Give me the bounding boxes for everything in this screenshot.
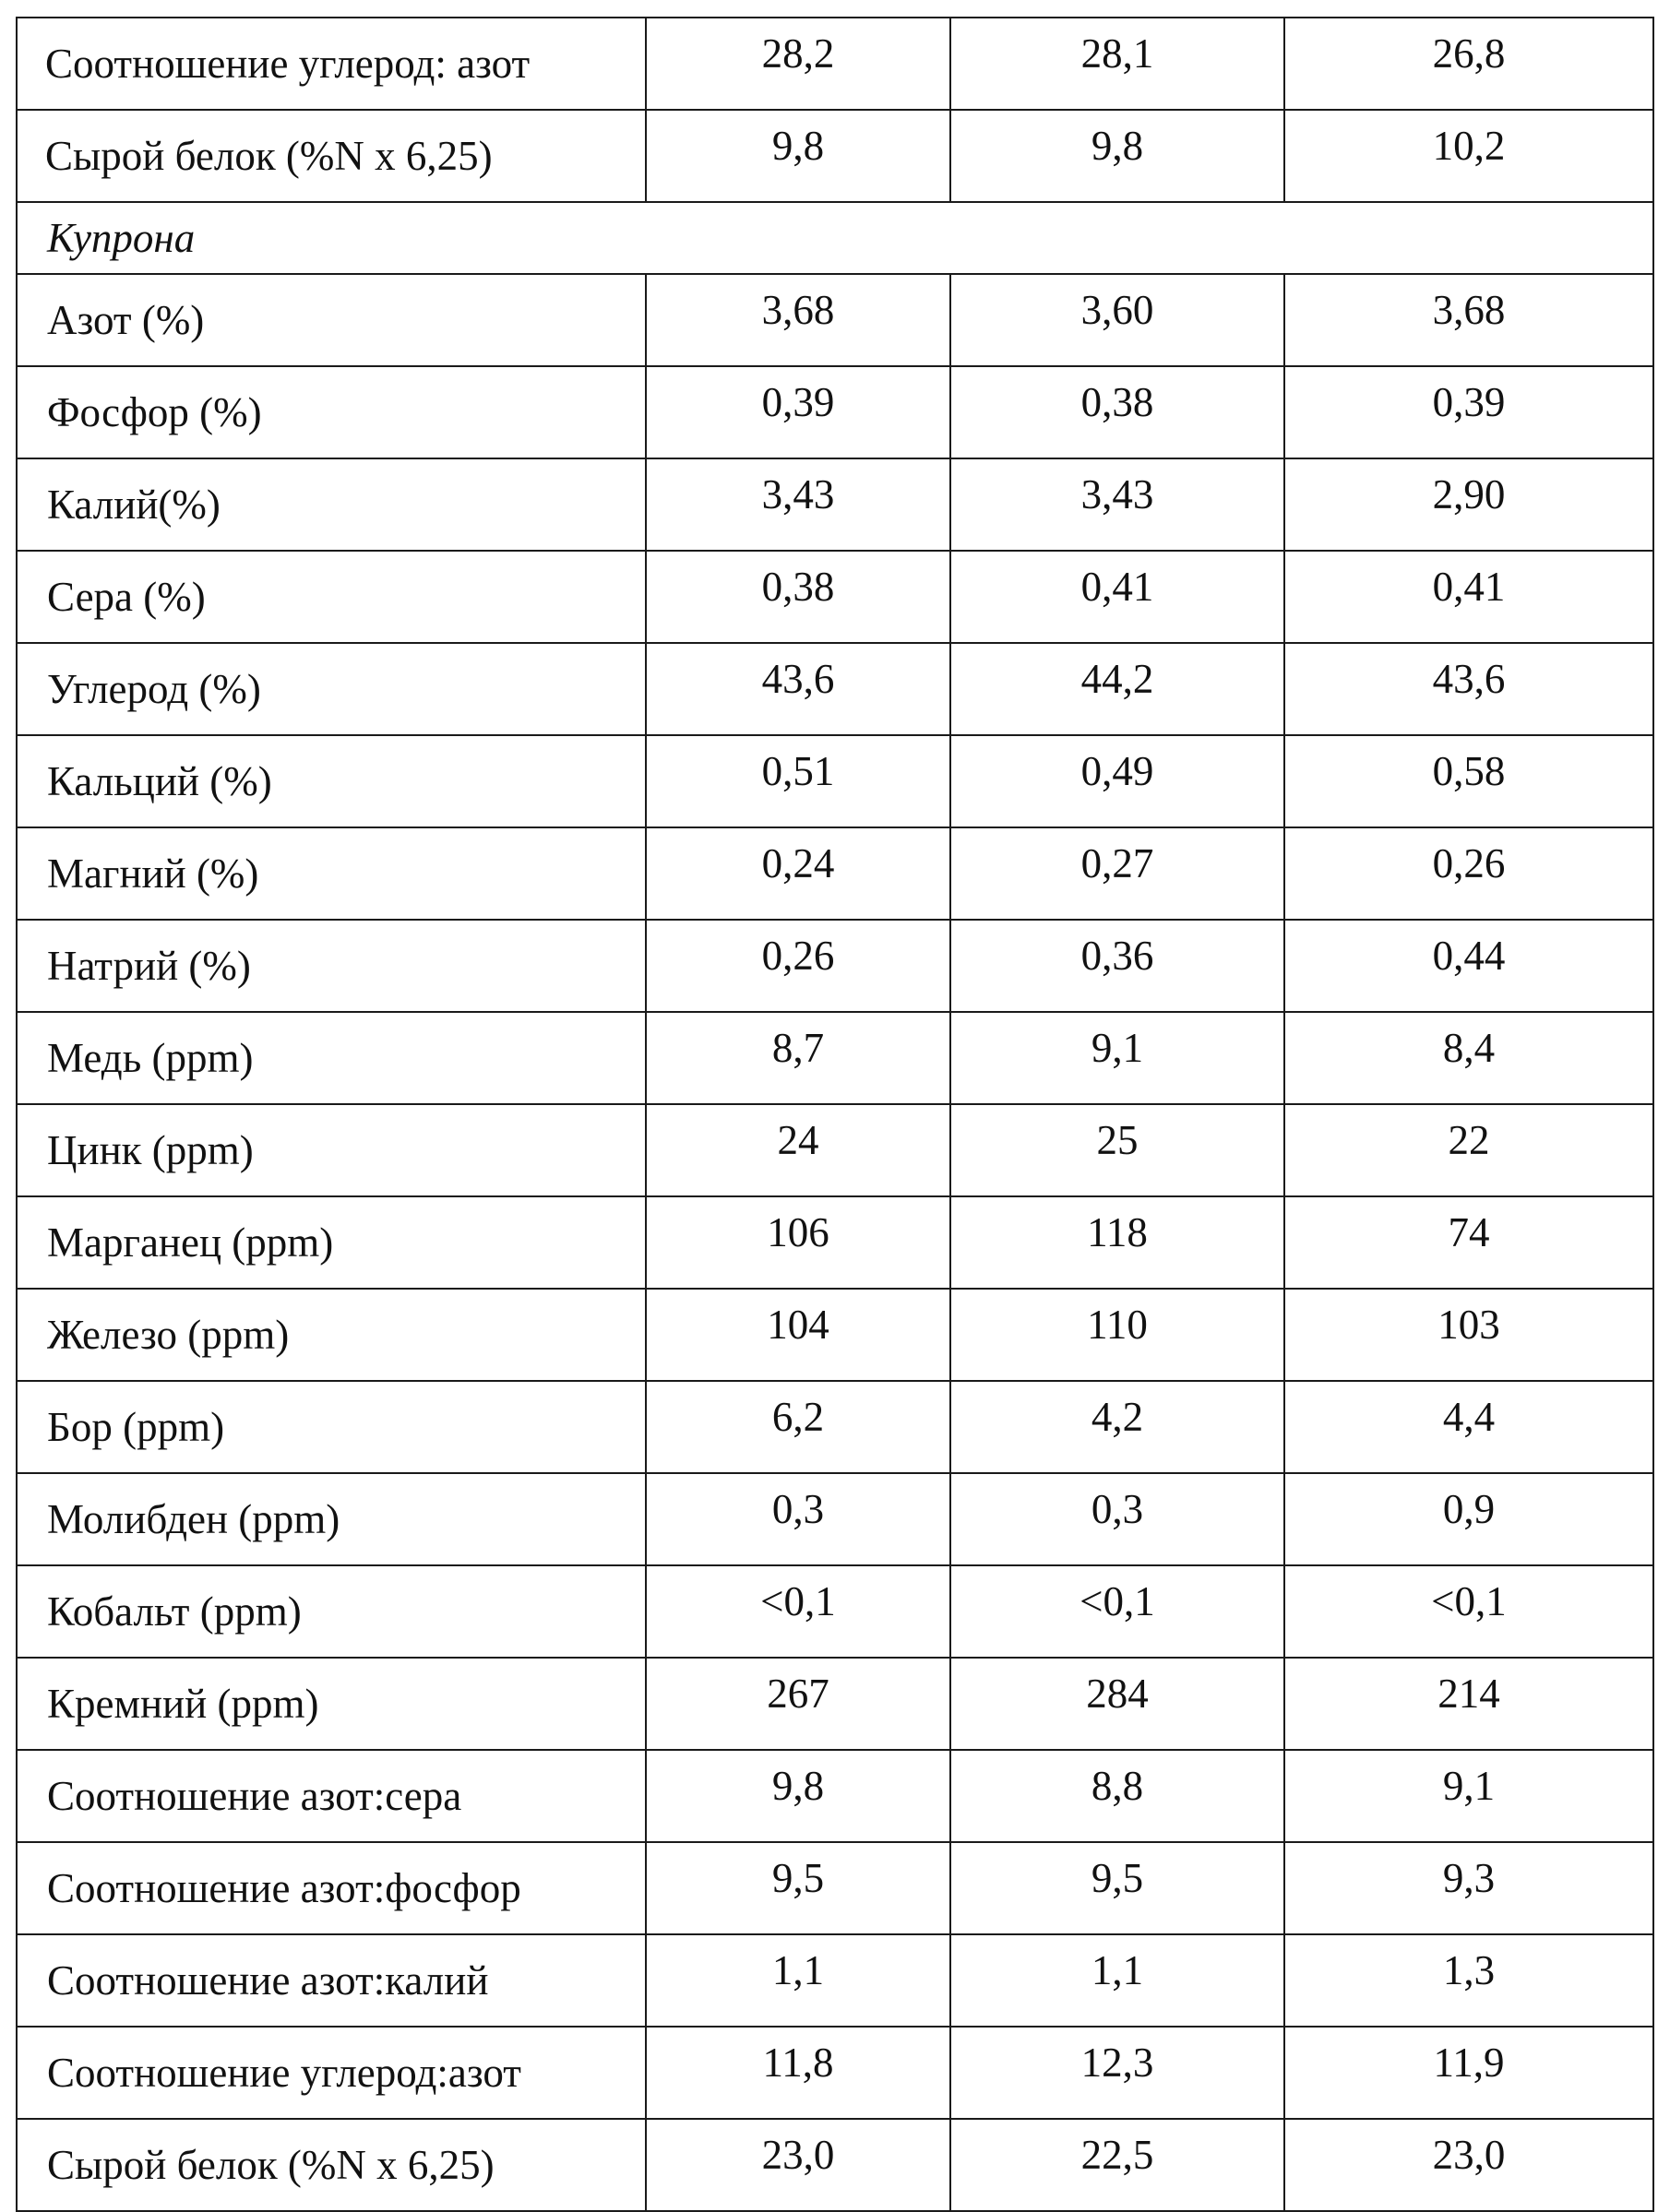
value-cell-3: 1,3 xyxy=(1284,1934,1653,2027)
value-cell-3: 103 xyxy=(1284,1289,1653,1381)
value-cell-1: 106 xyxy=(646,1196,950,1289)
value-cell-2: 3,43 xyxy=(950,458,1284,551)
table-row xyxy=(17,643,1653,735)
value-cell-3: 0,44 xyxy=(1284,920,1653,1012)
row-label: Соотношение углерод:азот xyxy=(17,2027,646,2119)
value-cell-1: 8,7 xyxy=(646,1012,950,1104)
table-row xyxy=(17,1012,1653,1104)
row-label: Бор (ppm) xyxy=(17,1381,646,1473)
value-cell-3: 0,26 xyxy=(1284,827,1653,920)
row-label: Сырой белок (%N x 6,25) xyxy=(17,110,646,202)
value-cell-3: 74 xyxy=(1284,1196,1653,1289)
row-label: Магний (%) xyxy=(17,827,646,920)
row-label: Калий(%) xyxy=(17,458,646,551)
value-cell-3: 4,4 xyxy=(1284,1381,1653,1473)
row-label: Сырой белок (%N x 6,25) xyxy=(17,2119,646,2211)
table-row xyxy=(17,920,1653,1012)
value-cell-2: 1,1 xyxy=(950,1934,1284,2027)
table-row xyxy=(17,1381,1653,1473)
value-cell-2: 0,3 xyxy=(950,1473,1284,1565)
row-label: Сера (%) xyxy=(17,551,646,643)
value-cell-1: 28,2 xyxy=(646,18,950,110)
table-row xyxy=(17,735,1653,827)
value-cell-1: 23,0 xyxy=(646,2119,950,2211)
table-row xyxy=(17,1934,1653,2027)
value-cell-3: 11,9 xyxy=(1284,2027,1653,2119)
row-label: Медь (ppm) xyxy=(17,1012,646,1104)
row-label: Соотношение азот:калий xyxy=(17,1934,646,2027)
table-row xyxy=(17,551,1653,643)
table-row xyxy=(17,1565,1653,1658)
value-cell-2: 44,2 xyxy=(950,643,1284,735)
value-cell-1: 0,26 xyxy=(646,920,950,1012)
value-cell-1: <0,1 xyxy=(646,1565,950,1658)
value-cell-1: 0,24 xyxy=(646,827,950,920)
value-cell-2: 4,2 xyxy=(950,1381,1284,1473)
value-cell-3: 23,0 xyxy=(1284,2119,1653,2211)
value-cell-3: 0,39 xyxy=(1284,366,1653,458)
value-cell-1: 9,8 xyxy=(646,110,950,202)
value-cell-1: 267 xyxy=(646,1658,950,1750)
value-cell-2: 28,1 xyxy=(950,18,1284,110)
row-label: Соотношение углерод: азот xyxy=(17,18,646,110)
row-label: Натрий (%) xyxy=(17,920,646,1012)
value-cell-3: 9,1 xyxy=(1284,1750,1653,1842)
row-label: Соотношение азот:сера xyxy=(17,1750,646,1842)
composition-table xyxy=(16,17,1654,2212)
value-cell-1: 1,1 xyxy=(646,1934,950,2027)
value-cell-1: 104 xyxy=(646,1289,950,1381)
table-row xyxy=(17,1658,1653,1750)
value-cell-3: 22 xyxy=(1284,1104,1653,1196)
table-row xyxy=(17,1196,1653,1289)
value-cell-2: 118 xyxy=(950,1196,1284,1289)
value-cell-2: 25 xyxy=(950,1104,1284,1196)
value-cell-1: 3,68 xyxy=(646,274,950,366)
value-cell-3: 3,68 xyxy=(1284,274,1653,366)
value-cell-3: 8,4 xyxy=(1284,1012,1653,1104)
value-cell-2: <0,1 xyxy=(950,1565,1284,1658)
document-page xyxy=(16,17,1654,2212)
value-cell-2: 0,38 xyxy=(950,366,1284,458)
value-cell-3: 214 xyxy=(1284,1658,1653,1750)
value-cell-2: 9,8 xyxy=(950,110,1284,202)
value-cell-3: 10,2 xyxy=(1284,110,1653,202)
value-cell-1: 9,5 xyxy=(646,1842,950,1934)
value-cell-1: 0,3 xyxy=(646,1473,950,1565)
value-cell-2: 12,3 xyxy=(950,2027,1284,2119)
section-heading: Купрона xyxy=(17,202,1653,274)
value-cell-2: 110 xyxy=(950,1289,1284,1381)
value-cell-1: 0,39 xyxy=(646,366,950,458)
row-label: Кальций (%) xyxy=(17,735,646,827)
table-row xyxy=(17,458,1653,551)
value-cell-1: 0,38 xyxy=(646,551,950,643)
value-cell-1: 0,51 xyxy=(646,735,950,827)
value-cell-3: 26,8 xyxy=(1284,18,1653,110)
table-row xyxy=(17,110,1653,202)
value-cell-2: 0,36 xyxy=(950,920,1284,1012)
value-cell-2: 22,5 xyxy=(950,2119,1284,2211)
value-cell-2: 284 xyxy=(950,1658,1284,1750)
value-cell-2: 9,5 xyxy=(950,1842,1284,1934)
table-row xyxy=(17,274,1653,366)
section-row xyxy=(17,202,1653,274)
row-label: Азот (%) xyxy=(17,274,646,366)
value-cell-2: 9,1 xyxy=(950,1012,1284,1104)
value-cell-3: 0,41 xyxy=(1284,551,1653,643)
value-cell-1: 24 xyxy=(646,1104,950,1196)
value-cell-2: 0,27 xyxy=(950,827,1284,920)
table-row xyxy=(17,1473,1653,1565)
table-row xyxy=(17,827,1653,920)
value-cell-2: 0,41 xyxy=(950,551,1284,643)
value-cell-2: 3,60 xyxy=(950,274,1284,366)
table-row xyxy=(17,1750,1653,1842)
table-row xyxy=(17,366,1653,458)
row-label: Кремний (ppm) xyxy=(17,1658,646,1750)
row-label: Железо (ppm) xyxy=(17,1289,646,1381)
value-cell-3: 0,9 xyxy=(1284,1473,1653,1565)
table-row xyxy=(17,2027,1653,2119)
value-cell-2: 8,8 xyxy=(950,1750,1284,1842)
value-cell-3: <0,1 xyxy=(1284,1565,1653,1658)
value-cell-3: 9,3 xyxy=(1284,1842,1653,1934)
table-row xyxy=(17,1104,1653,1196)
row-label: Углерод (%) xyxy=(17,643,646,735)
value-cell-1: 9,8 xyxy=(646,1750,950,1842)
value-cell-1: 11,8 xyxy=(646,2027,950,2119)
table-row xyxy=(17,2119,1653,2211)
value-cell-3: 0,58 xyxy=(1284,735,1653,827)
value-cell-3: 2,90 xyxy=(1284,458,1653,551)
row-label: Молибден (ppm) xyxy=(17,1473,646,1565)
row-label: Марганец (ppm) xyxy=(17,1196,646,1289)
row-label: Цинк (ppm) xyxy=(17,1104,646,1196)
value-cell-3: 43,6 xyxy=(1284,643,1653,735)
value-cell-1: 6,2 xyxy=(646,1381,950,1473)
value-cell-1: 43,6 xyxy=(646,643,950,735)
value-cell-2: 0,49 xyxy=(950,735,1284,827)
row-label: Фосфор (%) xyxy=(17,366,646,458)
table-row xyxy=(17,1289,1653,1381)
row-label: Соотношение азот:фосфор xyxy=(17,1842,646,1934)
table-row xyxy=(17,1842,1653,1934)
value-cell-1: 3,43 xyxy=(646,458,950,551)
table-row xyxy=(17,18,1653,110)
row-label: Кобальт (ppm) xyxy=(17,1565,646,1658)
